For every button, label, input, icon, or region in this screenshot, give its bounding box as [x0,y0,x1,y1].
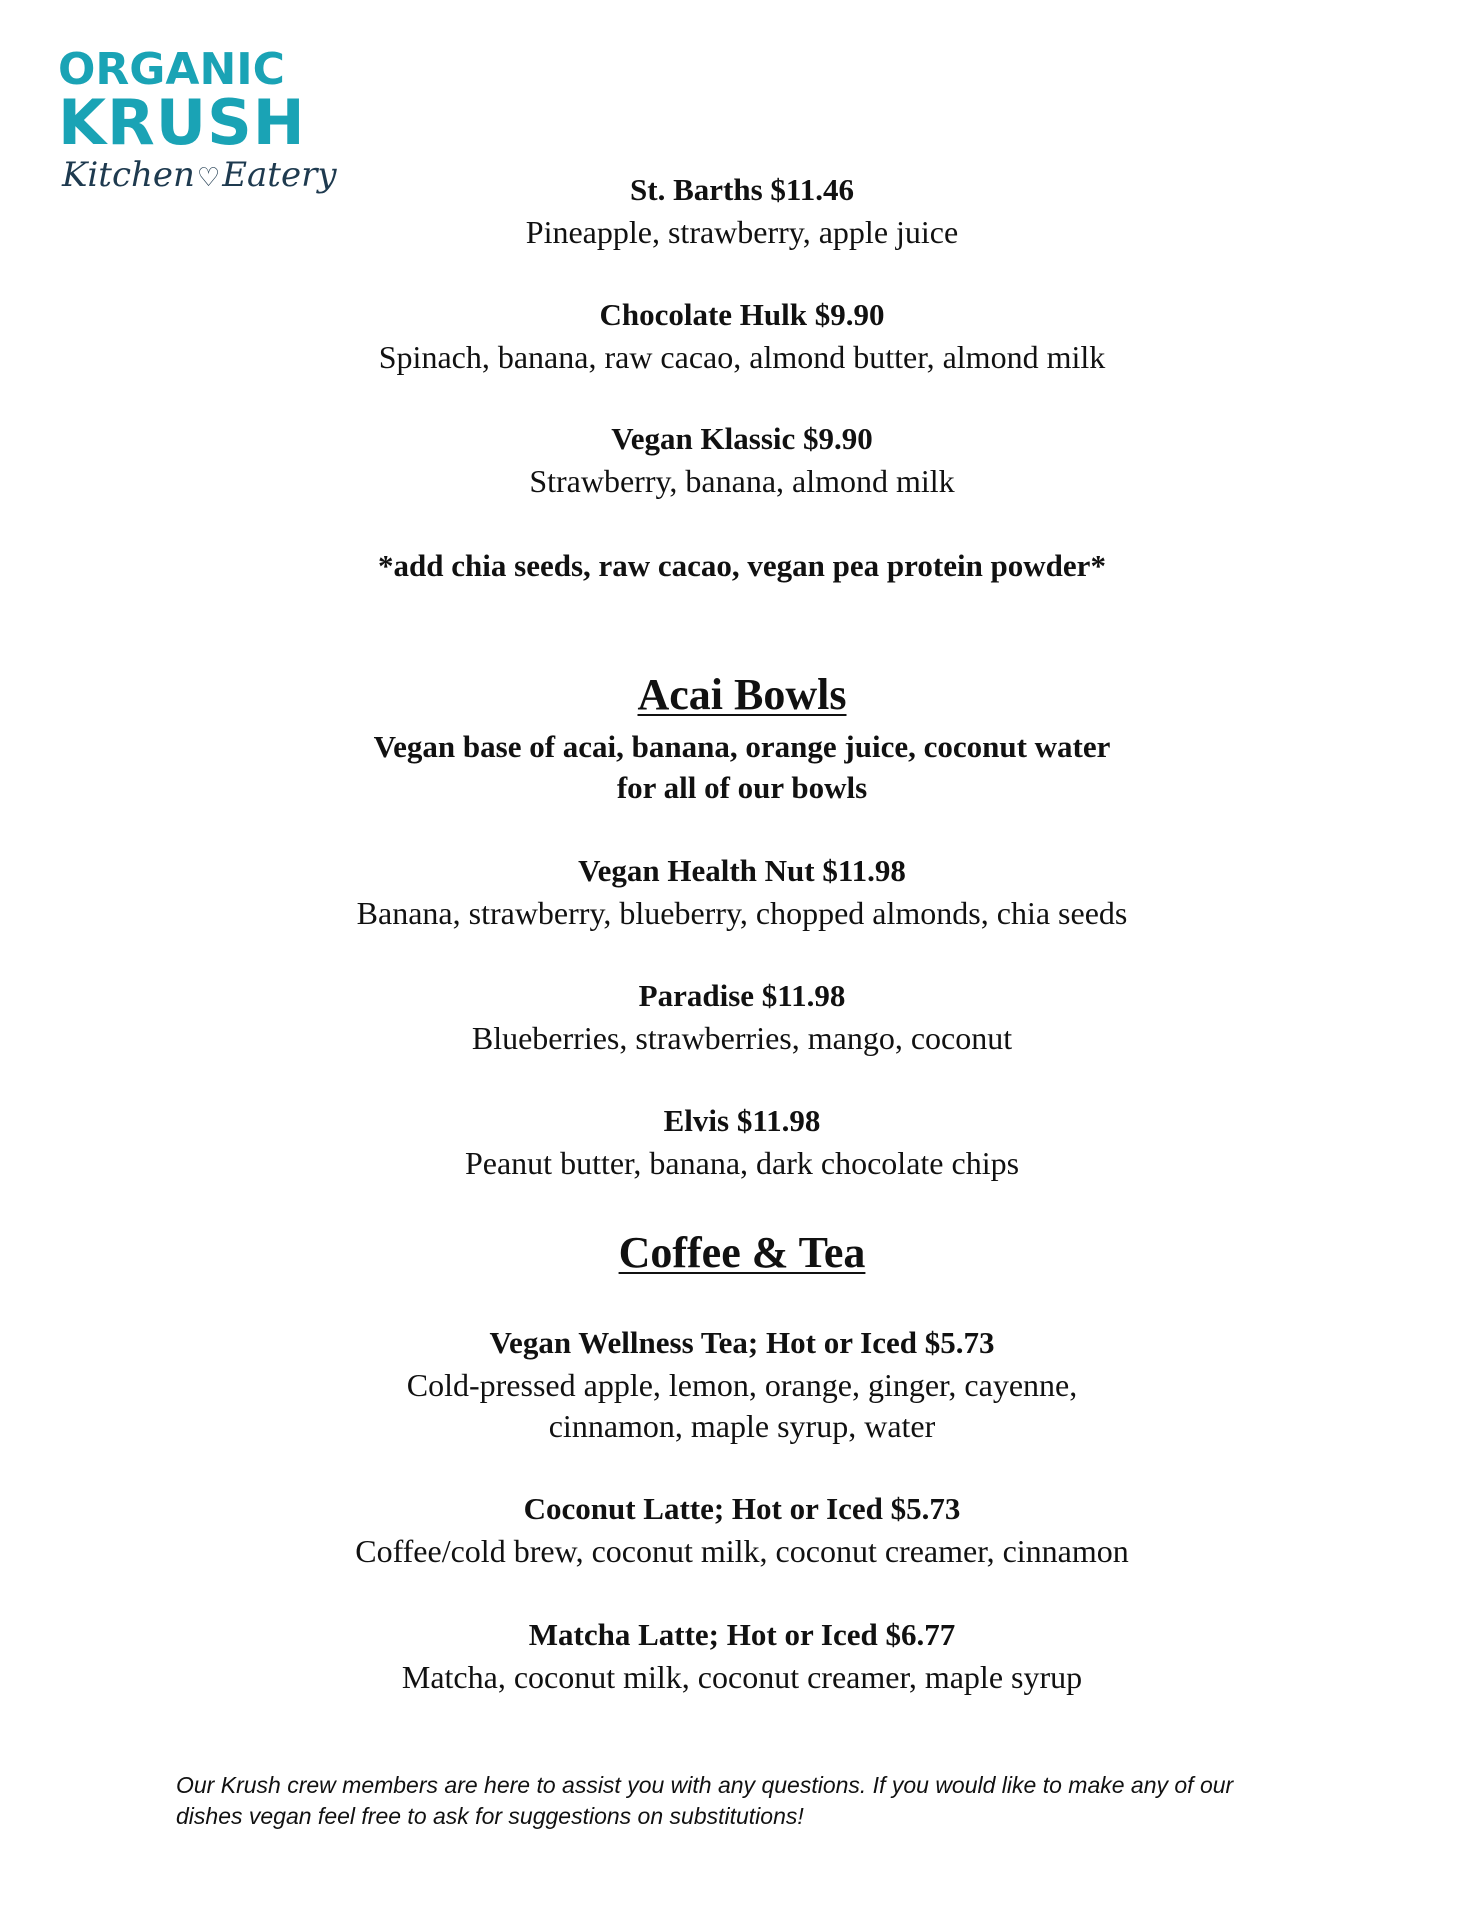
menu-item-description: Blueberries, strawberries, mango, coconut [471,1020,1013,1056]
menu-item-description: Coffee/cold brew, coconut milk, coconut creamer, cinnamon [355,1533,1129,1569]
menu-item-description: Matcha, coconut milk, coconut creamer, maple syrup [401,1659,1083,1695]
footer-line: dishes vegan feel free to ask for suggestions on substitutions! [176,1803,804,1829]
section-title-acai-bowls: Acai Bowls [637,670,847,719]
menu-item-name: Vegan Health Nut $11.98 [578,853,906,888]
menu-item-description: Pineapple, strawberry, apple juice [525,214,959,250]
section-subtitle: for all of our bowls [616,770,868,805]
menu-item-name: Chocolate Hulk $9.90 [599,297,885,332]
logo-tagline-eatery: Eatery [222,155,337,195]
section-title-coffee-tea: Coffee & Tea [618,1228,866,1277]
menu-item-description: Peanut butter, banana, dark chocolate chips [464,1145,1020,1181]
logo-krush-text: KRUSH [58,86,306,159]
menu-item-name: Paradise $11.98 [638,978,846,1013]
footer-line: Our Krush crew members are here to assist you with any questions. If you would like to make any of our [176,1772,1234,1798]
menu-item-name: St. Barths $11.46 [630,172,854,207]
menu-item-description: Strawberry, banana, almond milk [529,463,955,499]
menu-item-description: Cold-pressed apple, lemon, orange, ginger, cayenne, [406,1367,1078,1403]
footer-note [176,1770,1356,1832]
addons-note: *add chia seeds, raw cacao, vegan pea protein powder* [378,548,1106,583]
menu-item-description: cinnamon, maple syrup, water [548,1408,936,1444]
menu-item-description: Spinach, banana, raw cacao, almond butter, almond milk [378,339,1106,375]
menu-item-name: Coconut Latte; Hot or Iced $5.73 [523,1491,961,1526]
heart-icon: ♡ [196,163,221,193]
menu-item-name: Elvis $11.98 [663,1103,821,1138]
menu-item-description: Banana, strawberry, blueberry, chopped almonds, chia seeds [356,895,1128,931]
logo-tagline-kitchen: Kitchen [62,155,195,195]
menu-item-name: Vegan Wellness Tea; Hot or Iced $5.73 [489,1325,995,1360]
menu-item-name: Matcha Latte; Hot or Iced $6.77 [528,1617,956,1652]
logo-organic-text: ORGANIC [58,44,285,95]
menu-item-name: Vegan Klassic $9.90 [611,421,873,456]
section-subtitle: Vegan base of acai, banana, orange juice, coconut water [373,729,1111,764]
